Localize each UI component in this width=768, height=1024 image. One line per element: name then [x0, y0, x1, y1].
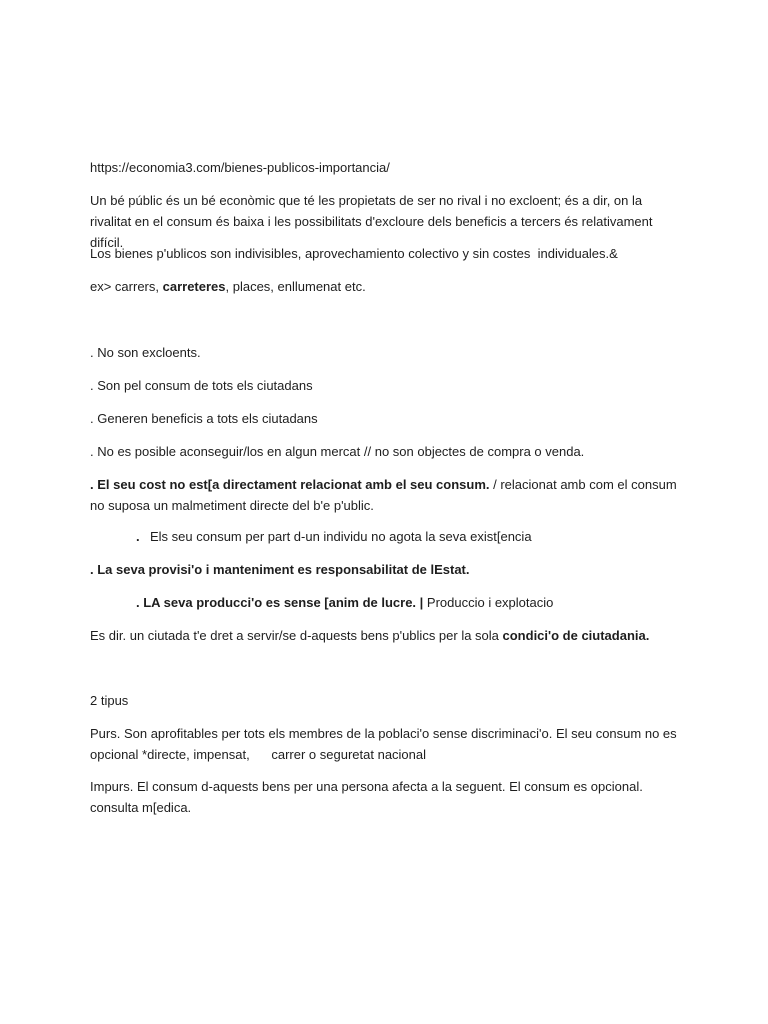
citizenship-bold: condici'o de ciutadania. [502, 628, 650, 643]
list-item: . Generen beneficis a tots els ciutadans [90, 411, 318, 426]
provision-paragraph [90, 559, 680, 580]
bullet-marker: . [136, 529, 140, 544]
bullet-paragraph [136, 526, 680, 547]
production-rest: Produccio i explotacio [423, 595, 554, 610]
examples-paragraph [90, 276, 680, 297]
list-item: . No es posible aconseguir/los en algun mercat // no son objectes de compra o venda. [90, 444, 585, 459]
examples-bold: carreteres [162, 279, 226, 294]
pure-paragraph: Purs. Son aprofitables per tots els membres de la poblaci'o sense discriminaci'o. El seu consum no es opcional *directe, impensat, carrer o seguretat nacional [90, 726, 681, 762]
definition-paragraph: Un bé públic és un bé econòmic que té les propietats de ser no rival i no excloent; és a dir, on la rivalitat en el consum és baixa i les possibilitats d'excloure dels beneficis a tercers és relativament difícil. [90, 193, 657, 250]
citizenship-paragraph [90, 625, 680, 646]
production-paragraph [136, 592, 680, 613]
impure-paragraph: Impurs. El consum d-aquests bens per una persona afecta a la seguent. El consum es opcional. consulta m[edica. [90, 779, 651, 815]
spanish-paragraph: Los bienes p'ublicos son indivisibles, aprovechamiento colectivo y sin costes individuales.& [90, 246, 618, 261]
types-heading: 2 tipus [90, 693, 129, 708]
cost-paragraph [90, 474, 680, 516]
cost-bold: . El seu cost no est[a directament relacionat amb el seu consum. [90, 477, 490, 492]
bullet-text: Els seu consum per part d-un individu no agota la seva exist[encia [150, 529, 532, 544]
production-bold: . LA seva producci'o es sense [anim de lucre. | [136, 595, 424, 610]
list-item: . Son pel consum de tots els ciutadans [90, 378, 313, 393]
source-url: https://economia3.com/bienes-publicos-importancia/ [90, 160, 390, 175]
provision-bold: . La seva provisi'o i manteniment es responsabilitat de lEstat. [90, 562, 470, 577]
examples-prefix: ex> carrers, [90, 279, 163, 294]
examples-suffix: , places, enllumenat etc. [225, 279, 366, 294]
citizenship-text: Es dir. un ciutada t'e dret a servir/se d-aquests bens p'ublics per la sola [90, 628, 503, 643]
list-item: . No son excloents. [90, 345, 201, 360]
cost-rest: / relacionat amb com el consum no suposa un malmetiment directe del b'e p'ublic. [90, 477, 681, 513]
